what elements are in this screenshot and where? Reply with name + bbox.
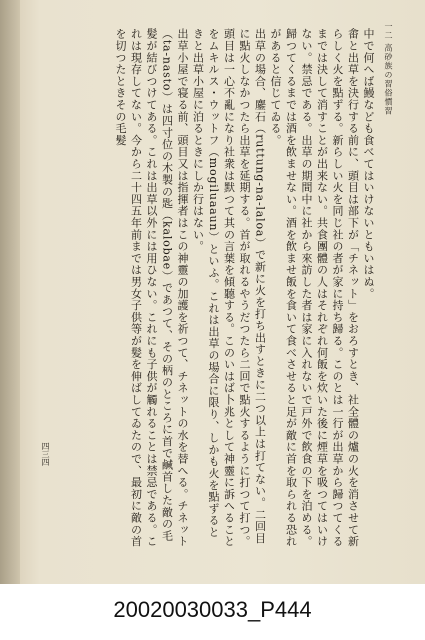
page-number: 四三四 [41, 442, 50, 466]
paragraph: 出草の場合、鏖石（ruttung-na-laloa）で新に火を打ち出すときに二つ以上は打てない。二回目に點火しなかつたら出草を延期する。首が取れるやうだつたら二回で點火するように打つて打つ。頭目は一心不亂になり社衆は默つて其の言葉を傾聽する。このいはば卜兆として神靈に訴へることをムキルス・ウットフ（mogiluaaun）といふ。これは出草の場合に限り、しかも火を點ずるときと出草小屋に泊るときにしか行はない。 [191, 28, 267, 548]
paragraph: 中で何へば鰻なども食べてはいけないともいはぬ。 [362, 28, 375, 300]
book-gutter [0, 0, 20, 584]
image-caption: 20020030033_P444 [113, 597, 312, 622]
paragraph: 畬と出草を決行する前に、頭目は部下が「チネット」をおろすとき、社全體の爐の火を消させて新らしく火を點ずる。新らしい火を同じ社の者が家に持ち歸る。このとは一行が出草から歸つてくるまでは決して消すことが出来ない。共食團體の人はそれぞれ何飯を炊いた後に煙草を吸つてはいけない。禁忌である。出草の期間中に社から來訪した者は家に入れないで戸外で飲食の下を泊める。歸つてくるまでは酒を飲ませない。酒を飲ませ飯を食いて食べさせると足が敵に首を取られる恐れがあると信じてゐる。 [269, 28, 360, 548]
body-text [46, 28, 376, 548]
running-header: 一二 高砂族の習俗慣習 [384, 22, 393, 116]
page-area [38, 22, 408, 567]
paragraph: 出草小屋で寝る前、頭目又は指揮者はこの神靈の加護を祈つて、チネットの水を替へる。チネット（ta-nasto）は四寸位の木製の匙（kalobae）であつて、その柄のところに首で鹹首した敵の毛髪が結びつけてある。これは出草以外には用ひない。これにも子供が觸れることは禁忌である。これは現存してない。今から二十四五年前までは男女子供等が髪を伸ばしてゐたので、最初に敵の首を切つたときその毛髪 [114, 28, 189, 548]
